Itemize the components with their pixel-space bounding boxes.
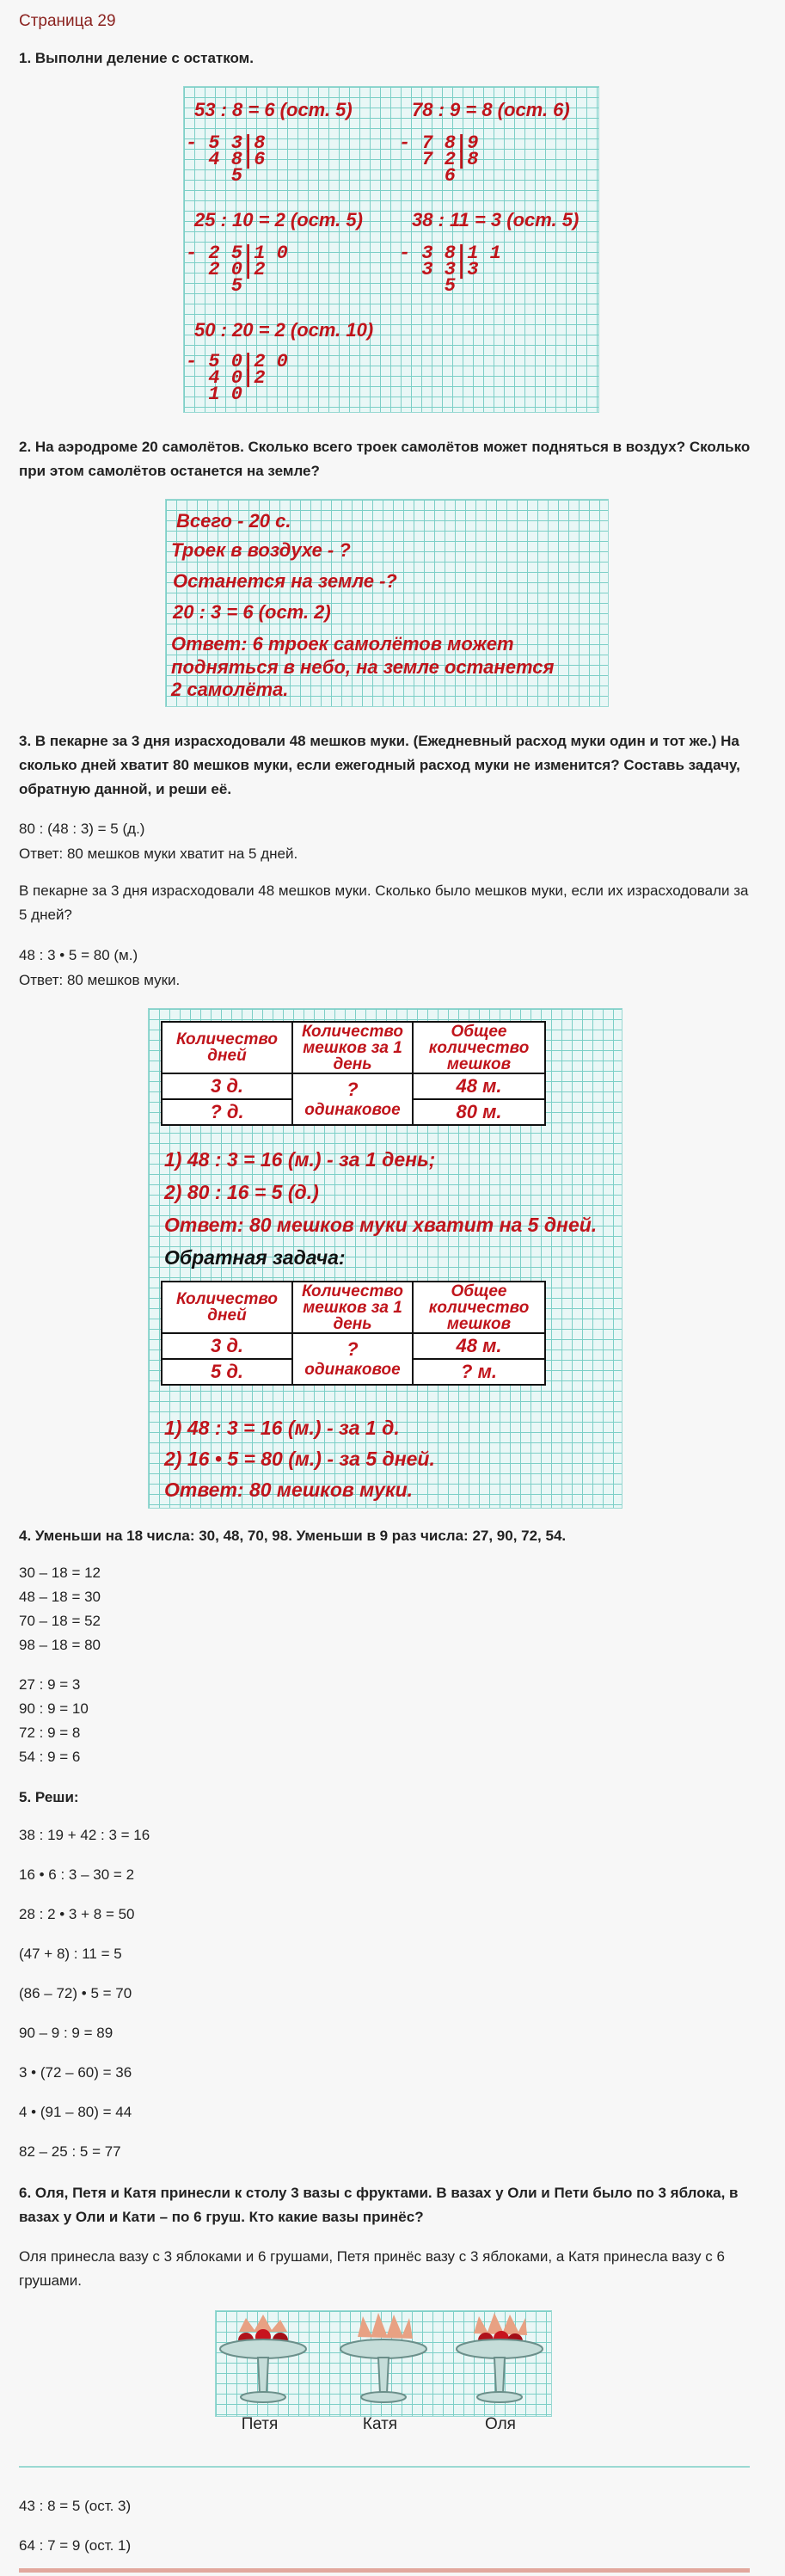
footer-bar bbox=[19, 2568, 750, 2573]
vase-olya bbox=[457, 2313, 543, 2402]
vases-illustration bbox=[216, 2311, 551, 2416]
task1-grid bbox=[183, 86, 599, 413]
task5-item: 3 • (72 – 60) = 36 bbox=[19, 2064, 132, 2081]
bottom-line-2: 64 : 7 = 9 (ост. 1) bbox=[19, 2537, 132, 2554]
task2-grid bbox=[165, 499, 609, 707]
vases-picture bbox=[215, 2310, 552, 2417]
label-olya: Оля bbox=[485, 2415, 516, 2433]
cell: ? м. bbox=[413, 1359, 545, 1385]
task2-line: Всего - 20 с. bbox=[176, 510, 291, 532]
task5-item: 38 : 19 + 42 : 3 = 16 bbox=[19, 1827, 150, 1843]
cell-same: ? одинаковое bbox=[292, 1073, 413, 1125]
task2-line: 20 : 3 = 6 (ост. 2) bbox=[173, 601, 331, 623]
division-53-8: - 5 3|8 4 8|6 5 bbox=[186, 132, 266, 187]
task4-question: 4. Уменьши на 18 числа: 30, 48, 70, 98. Уменьши в 9 раз числа: 27, 90, 72, 54. bbox=[19, 1528, 567, 1544]
task2-line: подняться в небо, на земле останется bbox=[171, 656, 555, 678]
bottom-line-1: 43 : 8 = 5 (ост. 3) bbox=[19, 2498, 132, 2514]
table-original bbox=[161, 1021, 546, 1126]
cell: 48 м. bbox=[413, 1073, 545, 1099]
task4-group2: 27 : 9 = 3 90 : 9 = 10 72 : 9 = 8 54 : 9 = 6 bbox=[19, 1676, 89, 1765]
task2-line: Троек в воздухе - ? bbox=[171, 539, 351, 561]
task4-group1: 30 – 18 = 12 48 – 18 = 30 70 – 18 = 52 98 – 18 = 80 bbox=[19, 1565, 101, 1653]
cell: 80 м. bbox=[413, 1099, 545, 1125]
task5-item: 4 • (91 – 80) = 44 bbox=[19, 2104, 132, 2120]
task3-line: 2) 16 • 5 = 80 (м.) - за 5 дней. bbox=[164, 1448, 435, 1470]
task6-question: 6. Оля, Петя и Катя принесли к столу 3 вазы с фруктами. В вазах у Оли и Пети было по 3 яблока, в вазах у Оли и Кати – по 6 груш. Кто какие вазы принёс? bbox=[19, 2185, 739, 2225]
task2-line: 2 самолёта. bbox=[171, 679, 289, 700]
eq2: 78 : 9 = 8 (ост. 6) bbox=[412, 99, 570, 120]
task3-line: 1) 48 : 3 = 16 (м.) - за 1 д. bbox=[164, 1417, 400, 1439]
task3-question: 3. В пекарне за 3 дня израсходовали 48 мешков муки. (Ежедневный расход муки один и тот же.) На сколько дней хватит 80 мешков муки, если ежегодный расход муки не изменится? Составь задачу, обратную данной, и реши её. bbox=[19, 733, 740, 797]
task3-solution: 80 : (48 : 3) = 5 (д.) bbox=[19, 821, 145, 837]
task3-grid bbox=[148, 1008, 622, 1509]
table-inverse bbox=[161, 1281, 546, 1386]
th-days: Количество дней bbox=[162, 1282, 292, 1333]
task3-line: Ответ: 80 мешков муки хватит на 5 дней. bbox=[164, 1214, 598, 1236]
cell: 5 д. bbox=[162, 1359, 292, 1385]
eq1: 53 : 8 = 6 (ост. 5) bbox=[194, 99, 353, 120]
task3-inverse-solution: 48 : 3 • 5 = 80 (м.) bbox=[19, 947, 138, 963]
task3-inverse-answer: Ответ: 80 мешков муки. bbox=[19, 972, 181, 988]
th-total: Общее количество мешков bbox=[413, 1282, 545, 1333]
task2-line: Ответ: 6 троек самолётов может bbox=[171, 633, 514, 655]
task2-line: Останется на земле -? bbox=[173, 570, 397, 592]
eq4: 38 : 11 = 3 (ост. 5) bbox=[412, 209, 580, 231]
cell: ? д. bbox=[162, 1099, 292, 1125]
division-78-9: - 7 8|9 7 2|8 6 bbox=[399, 132, 479, 187]
label-petya: Петя bbox=[241, 2415, 279, 2433]
cell-same: ? одинаковое bbox=[292, 1333, 413, 1385]
task2-question: 2. На аэродроме 20 самолётов. Сколько всего троек самолётов может подняться в воздух? Сколько при этом самолётов останется на земле? bbox=[19, 439, 751, 479]
inverse-title: Обратная задача: bbox=[164, 1246, 346, 1269]
task5-item: (47 + 8) : 11 = 5 bbox=[19, 1946, 122, 1962]
task5-item: 82 – 25 : 5 = 77 bbox=[19, 2143, 121, 2160]
cell: 3 д. bbox=[162, 1073, 292, 1099]
task3-line: Ответ: 80 мешков муки. bbox=[164, 1479, 414, 1501]
task3-line: 1) 48 : 3 = 16 (м.) - за 1 день; bbox=[164, 1148, 436, 1171]
division-38-11: - 3 8|1 1 3 3|3 5 bbox=[399, 243, 501, 297]
task1-question: 1. Выполни деление с остатком. bbox=[19, 50, 254, 66]
task3-answer: Ответ: 80 мешков муки хватит на 5 дней. bbox=[19, 845, 298, 862]
task5-item: 28 : 2 • 3 + 8 = 50 bbox=[19, 1906, 135, 1922]
cell: 48 м. bbox=[413, 1333, 545, 1359]
label-katya: Катя bbox=[362, 2415, 398, 2433]
eq3: 25 : 10 = 2 (ост. 5) bbox=[194, 209, 363, 231]
task5-item: 16 • 6 : 3 – 30 = 2 bbox=[19, 1866, 135, 1883]
th-per-day: Количество мешков за 1 день bbox=[292, 1022, 413, 1073]
division-25-10: - 2 5|1 0 2 0|2 5 bbox=[186, 243, 288, 297]
task5-question: 5. Реши: bbox=[19, 1789, 79, 1805]
vase-petya bbox=[220, 2315, 306, 2402]
task5-item: (86 – 72) • 5 = 70 bbox=[19, 1985, 132, 2001]
th-days: Количество дней bbox=[162, 1022, 292, 1073]
task5-item: 90 – 9 : 9 = 89 bbox=[19, 2025, 113, 2041]
eq5: 50 : 20 = 2 (ост. 10) bbox=[194, 319, 374, 341]
task6-answer: Оля принесла вазу с 3 яблоками и 6 грушами, Петя принёс вазу с 3 яблоками, а Катя принесла вазу с 6 грушами. bbox=[19, 2248, 725, 2289]
task3-inverse-text: В пекарне за 3 дня израсходовали 48 мешков муки. Сколько было мешков муки, если их израсходовали за 5 дней? bbox=[19, 882, 749, 923]
separator bbox=[19, 2466, 750, 2468]
th-per-day: Количество мешков за 1 день bbox=[292, 1282, 413, 1333]
cell: 3 д. bbox=[162, 1333, 292, 1359]
task3-line: 2) 80 : 16 = 5 (д.) bbox=[164, 1181, 319, 1203]
th-total: Общее количество мешков bbox=[413, 1022, 545, 1073]
vase-katya bbox=[340, 2313, 426, 2402]
division-50-20: - 5 0|2 0 4 0|2 1 0 bbox=[186, 351, 288, 405]
page-title: Страница 29 bbox=[19, 12, 116, 30]
